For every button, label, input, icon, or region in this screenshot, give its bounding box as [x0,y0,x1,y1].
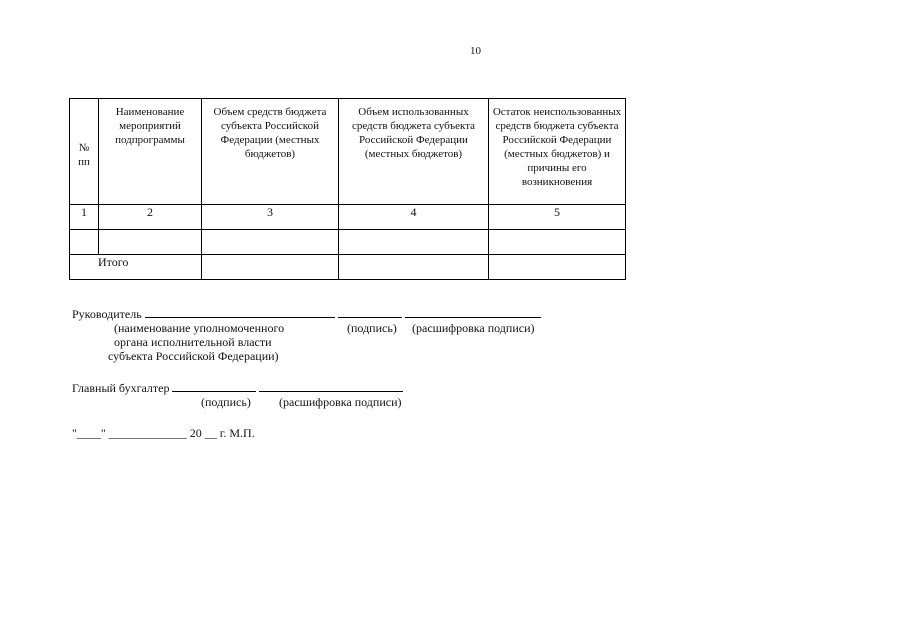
table-header-row [70,99,626,205]
header-used-volume: Объем использованных средств бюджета субъекта Российской Федерации (местных бюджетов) [339,99,489,205]
total-label: Итого [70,255,202,280]
head-decode-field [405,306,541,318]
head-label: Руководитель [72,307,142,321]
date-line: "____" _____________ 20 __ г. М.П. [72,426,255,440]
header-remainder: Остаток неиспользованных средств бюджета субъекта Российской Федерации (местных бюджетов) и причины его возникновения [489,99,626,205]
table-cell [339,230,489,255]
table-cell [202,255,339,280]
accountant-signature-field [172,380,256,392]
column-number-5: 5 [489,205,626,230]
table-cell [339,255,489,280]
accountant-label: Главный бухгалтер [72,381,170,395]
head-signature-line [72,306,541,321]
header-budget-volume: Объем средств бюджета субъекта Российской Федерации (местных бюджетов) [202,99,339,205]
head-caption-org-2: органа исполнительной власти [114,335,272,349]
table-cell [489,230,626,255]
accountant-decode-field [259,380,403,392]
accountant-signature-line [72,380,403,395]
head-caption-decode: (расшифровка подписи) [412,321,535,335]
column-number-1: 1 [70,205,99,230]
head-signature-field [338,306,402,318]
page-number: 10 [470,45,481,57]
header-number: № пп [70,99,99,205]
head-caption-signature: (подпись) [347,321,397,335]
column-number-4: 4 [339,205,489,230]
head-org-field [145,306,335,318]
head-caption-org-1: (наименование уполномоченного [114,321,285,335]
table-row [70,205,626,230]
accountant-caption-signature: (подпись) [201,395,251,409]
report-table [69,98,626,280]
header-activity-name: Наименование мероприятий подпрограммы [99,99,202,205]
table-cell [202,230,339,255]
table-cell [489,255,626,280]
table-cell [70,230,99,255]
table-cell [99,230,202,255]
total-row [70,255,626,280]
column-number-2: 2 [99,205,202,230]
accountant-caption-decode: (расшифровка подписи) [279,395,402,409]
table-row [70,230,626,255]
column-number-3: 3 [202,205,339,230]
head-caption-org-3: субъекта Российской Федерации) [108,349,279,363]
